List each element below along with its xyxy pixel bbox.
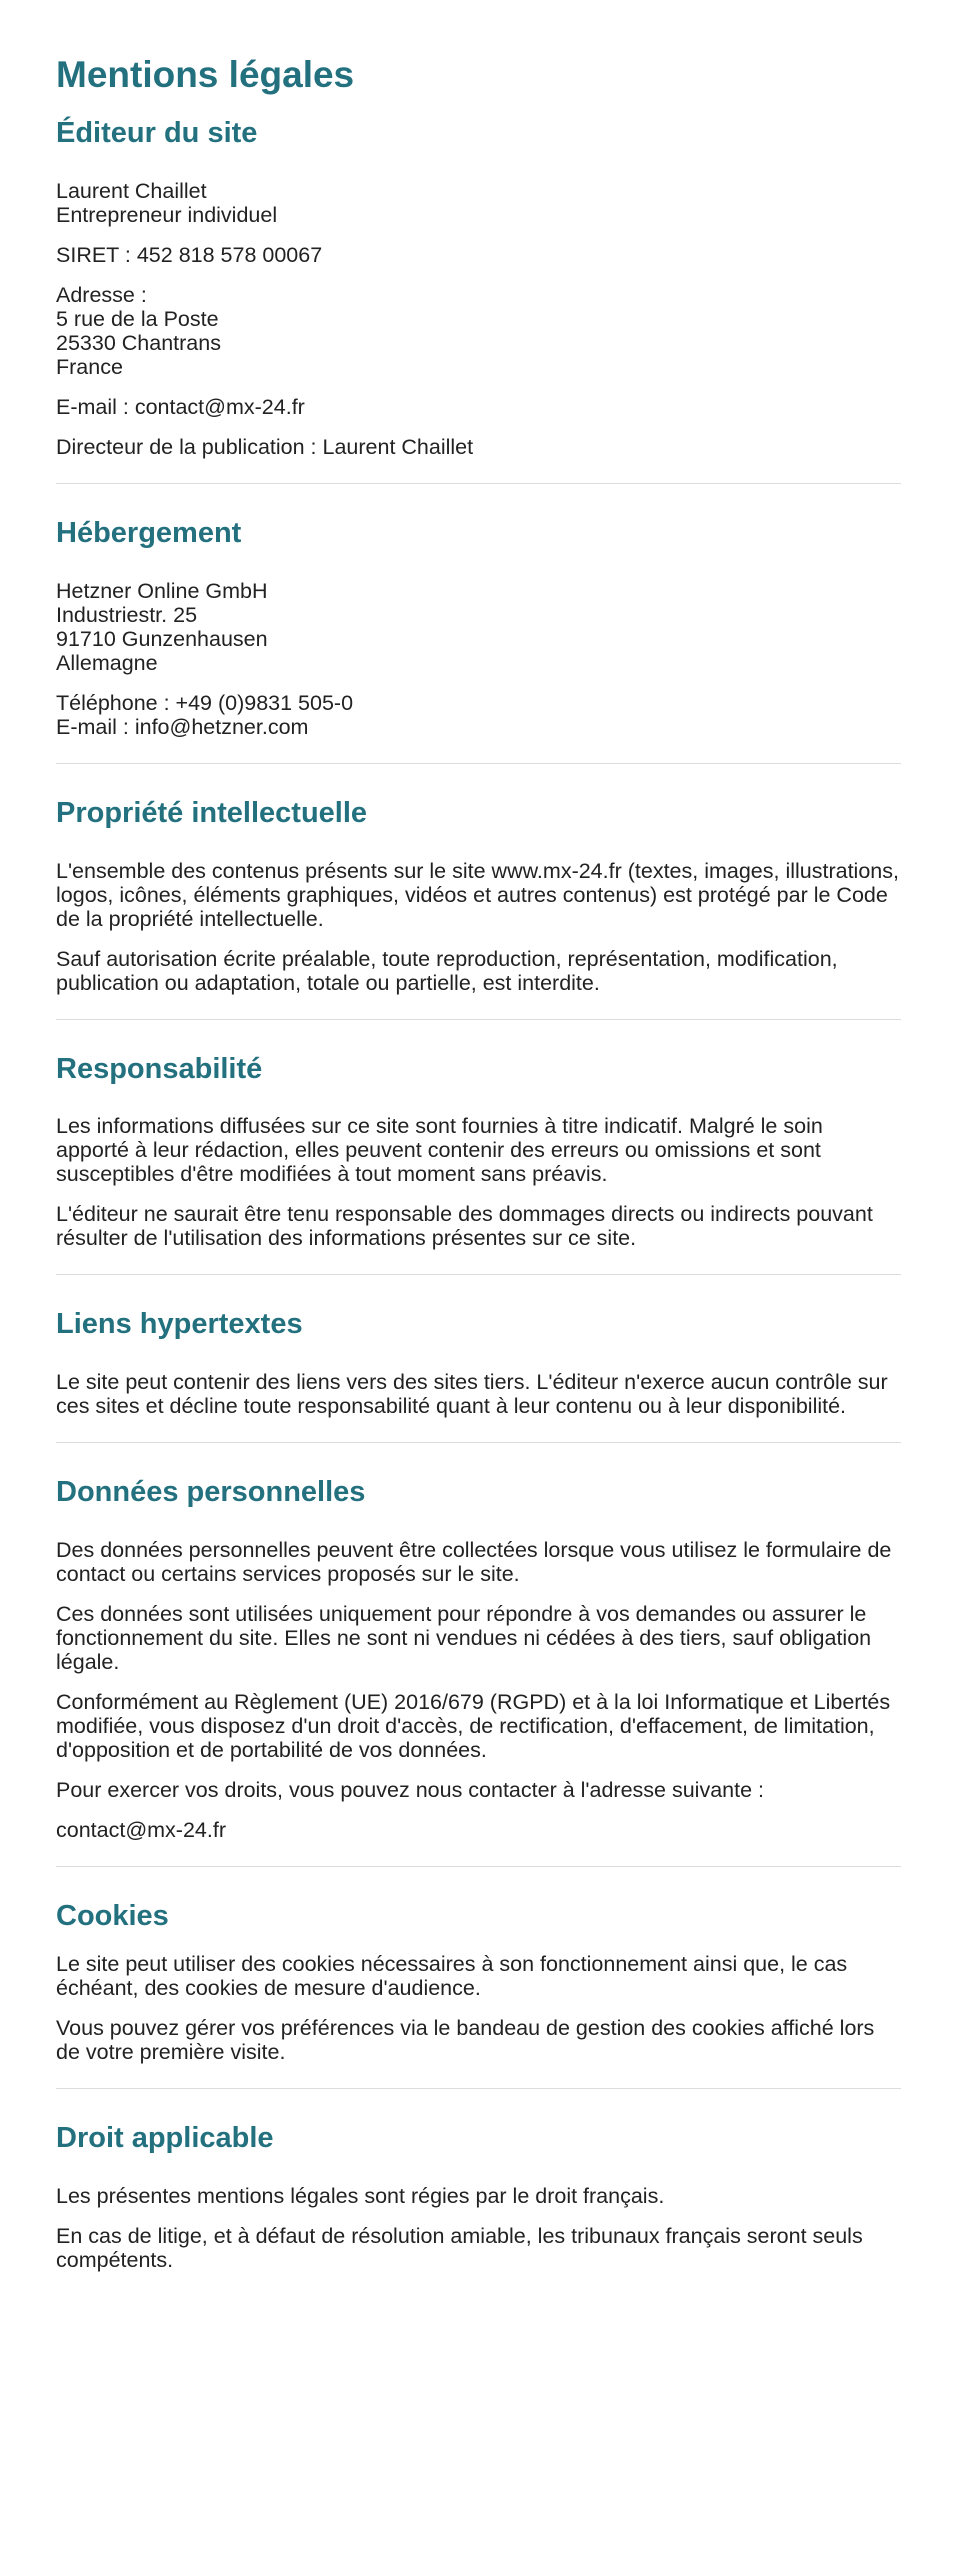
donnees-paragraph-3: Conformément au Règlement (UE) 2016/679 (RGPD) et à la loi Informatique et Libertés modifiée, vous disposez d'un droit d'accès, de rectification, d'effacement, de limitation, d'opposition et de portabilité de vos données. [56,1690,891,1763]
editor-status: Entrepreneur individuel [56,203,278,228]
section-responsabilite [56,1020,901,1276]
editor-address [56,283,901,379]
responsabilite-paragraph-1: Les informations diffusées sur ce site sont fournies à titre indicatif. Malgré le soin apporté à leur rédaction, elles peuvent contenir des erreurs ou omissions et sont susceptibles d'être modifiées à tout moment sans préavis. [56,1114,823,1187]
donnees-paragraph-1: Des données personnelles peuvent être collectées lorsque vous utilisez le formulaire de contact ou certains services proposés sur le site. [56,1538,892,1587]
section-heading-droit: Droit applicable [56,2121,274,2154]
host-contact [56,691,901,739]
editor-name: Laurent Chaillet [56,179,207,204]
editor-email: E-mail : contact@mx-24.fr [56,395,305,420]
host-company: Hetzner Online GmbH [56,578,268,603]
address-street: 5 rue de la Poste [56,307,219,332]
propriete-paragraph-2: Sauf autorisation écrite préalable, toute reproduction, représentation, modification, publication ou adaptation, totale ou partielle, est interdite. [56,946,838,995]
cookies-paragraph-2: Vous pouvez gérer vos préférences via le bandeau de gestion des cookies affiché lors de votre première visite. [56,2015,875,2064]
section-donnees [56,1443,901,1867]
section-heading-propriete: Propriété intellectuelle [56,796,368,829]
responsabilite-paragraph-2: L'éditeur ne saurait être tenu responsable des dommages directs ou indirects pouvant résulter de l'utilisation des informations présentes sur ce site. [56,1202,873,1251]
droit-paragraph-1: Les présentes mentions légales sont régies par le droit français. [56,2183,665,2208]
propriete-paragraph-1: L'ensemble des contenus présents sur le site www.mx-24.fr (textes, images, illustrations, logos, icônes, éléments graphiques, vidéos et autres contenus) est protégé par le Code de la propriété intellectuelle. [56,858,899,931]
editor-identity [56,179,901,227]
donnees-paragraph-2: Ces données sont utilisées uniquement pour répondre à vos demandes ou assurer le fonctionnement du site. Elles ne sont ni vendues ni cédées à des tiers, sauf obligation légale. [56,1602,872,1675]
liens-paragraph-1: Le site peut contenir des liens vers des sites tiers. L'éditeur n'exerce aucun contrôle sur ces sites et décline toute responsabilité quant à leur contenu ou à leur disponibilité. [56,1370,888,1419]
editor-siret: SIRET : 452 818 578 00067 [56,243,323,268]
droit-paragraph-2: En cas de litige, et à défaut de résolution amiable, les tribunaux français seront seuls compétents. [56,2223,863,2272]
address-country: France [56,355,123,380]
section-heading-donnees: Données personnelles [56,1476,366,1509]
section-cookies [56,1867,901,2089]
section-heading-liens: Liens hypertextes [56,1308,303,1341]
section-heading-responsabilite: Responsabilité [56,1052,263,1085]
section-hebergement [56,484,901,764]
host-city: 91710 Gunzenhausen [56,626,268,651]
host-email: E-mail : info@hetzner.com [56,714,309,739]
donnees-contact-email: contact@mx-24.fr [56,1818,226,1843]
cookies-paragraph-1: Le site peut utiliser des cookies nécessaires à son fonctionnement ainsi que, le cas échéant, des cookies de mesure d'audience. [56,1951,848,2000]
section-propriete [56,764,901,1020]
section-droit [56,2089,901,2272]
address-city: 25330 Chantrans [56,331,221,356]
host-country: Allemagne [56,650,158,675]
host-phone: Téléphone : +49 (0)9831 505-0 [56,690,354,715]
host-street: Industriestr. 25 [56,602,198,627]
publication-director: Directeur de la publication : Laurent Chaillet [56,435,474,460]
host-address [56,579,901,675]
page-title: Mentions légales [56,54,355,95]
section-editeur [56,116,901,484]
donnees-paragraph-4: Pour exercer vos droits, vous pouvez nous contacter à l'adresse suivante : [56,1778,764,1803]
section-liens [56,1275,901,1443]
section-heading-editeur: Éditeur du site [56,117,258,150]
section-heading-cookies: Cookies [56,1900,169,1933]
address-label: Adresse : [56,283,147,308]
section-heading-hebergement: Hébergement [56,517,242,550]
